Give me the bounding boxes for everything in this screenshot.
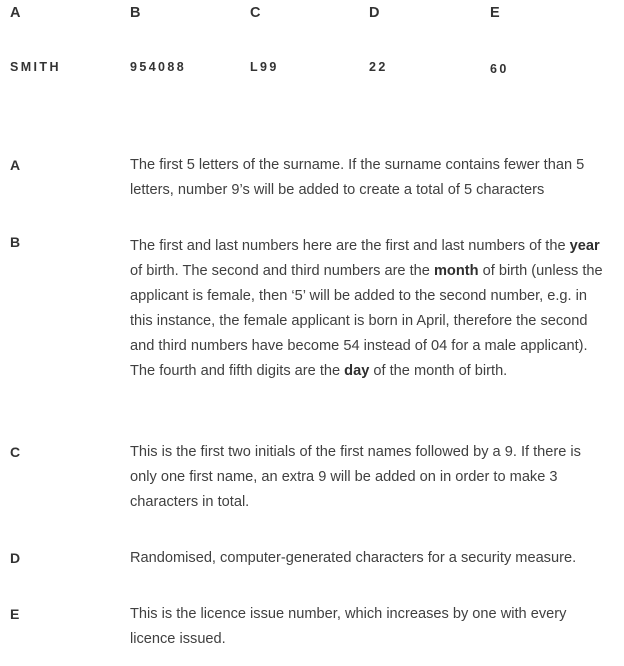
column-header-d: D <box>369 5 380 21</box>
row-b-text-4: of the month of birth. <box>369 363 508 379</box>
code-segment-d: 22 <box>369 60 388 74</box>
column-header-c: C <box>250 5 261 21</box>
row-label-e: E <box>10 606 20 622</box>
column-header-e: E <box>490 5 500 21</box>
code-segment-b: 954088 <box>130 60 187 74</box>
row-description-d: Randomised, computer-generated characters for a security measure. <box>130 550 577 566</box>
row-description-a: The first 5 letters of the surname. If the surname contains fewer than 5 letters, number 9’s will be added to create a total of 5 characters <box>130 157 585 198</box>
code-segment-c: L99 <box>250 60 279 74</box>
row-b-emphasis-day: day <box>344 363 370 379</box>
column-header-b: B <box>130 5 141 21</box>
row-b-emphasis-year: year <box>569 238 600 254</box>
code-segment-a: SMITH <box>10 60 61 74</box>
row-description-e: This is the licence issue number, which increases by one with every licence issued. <box>130 606 567 647</box>
row-label-b: B <box>10 234 21 250</box>
row-description-b <box>130 234 608 384</box>
code-segment-e: 60 <box>490 62 509 76</box>
row-label-c: C <box>10 444 21 460</box>
row-b-text-2: of birth. The second and third numbers are the <box>130 263 434 279</box>
column-header-a: A <box>10 5 21 21</box>
row-b-text-1: The first and last numbers here are the first and last numbers of the <box>130 238 570 254</box>
row-b-text-3: of birth (unless the applicant is female, then ‘5’ will be added to the second number, e.g. in this instance, the female applicant is born in April, therefore the second and third numbers have become 54 instead of 04 for a male applicant). The fourth and fifth digits are the <box>130 263 603 379</box>
row-b-emphasis-month: month <box>433 263 479 279</box>
row-label-d: D <box>10 550 21 566</box>
row-label-a: A <box>10 157 21 173</box>
row-description-c: This is the first two initials of the first names followed by a 9. If there is only one first name, an extra 9 will be added on in order to make 3 characters in total. <box>130 444 581 510</box>
